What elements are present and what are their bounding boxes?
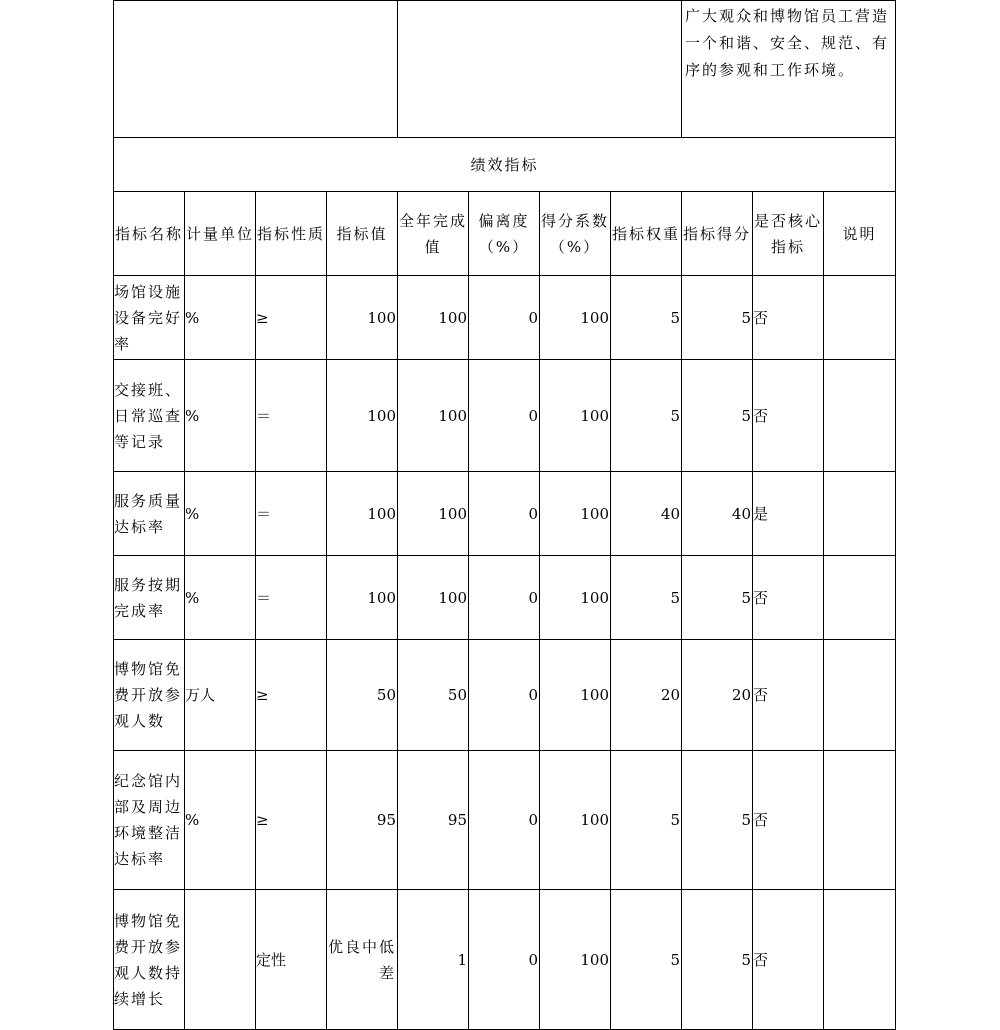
indicator-score: 20	[682, 640, 753, 751]
indicator-coef: 100	[540, 890, 611, 1030]
table-row	[114, 890, 896, 1030]
indicator-unit: %	[185, 276, 256, 360]
performance-sheet	[113, 0, 895, 1030]
indicator-coef: 100	[540, 472, 611, 556]
indicator-actual: 100	[398, 556, 469, 640]
indicator-score: 5	[682, 360, 753, 472]
indicator-core: 否	[753, 556, 824, 640]
indicator-actual: 100	[398, 276, 469, 360]
indicator-target: 100	[327, 360, 398, 472]
indicator-unit: %	[185, 472, 256, 556]
context-row	[114, 1, 896, 138]
indicator-target: 100	[327, 276, 398, 360]
indicator-name: 场馆设施设备完好率	[114, 276, 185, 360]
indicator-target: 优良中低差	[327, 890, 398, 1030]
indicator-deviation: 0	[469, 276, 540, 360]
table-row	[114, 276, 896, 360]
indicator-core: 否	[753, 360, 824, 472]
indicator-target: 100	[327, 556, 398, 640]
table-row	[114, 751, 896, 890]
indicator-core: 是	[753, 472, 824, 556]
indicator-note	[824, 360, 896, 472]
indicator-note	[824, 640, 896, 751]
indicator-core: 否	[753, 640, 824, 751]
table-row	[114, 472, 896, 556]
indicator-note	[824, 890, 896, 1030]
indicator-nature: ≥	[256, 751, 327, 890]
indicator-note	[824, 276, 896, 360]
indicator-name: 纪念馆内部及周边环境整洁达标率	[114, 751, 185, 890]
header-core: 是否核心指标	[753, 192, 824, 276]
indicator-score: 40	[682, 472, 753, 556]
indicator-weight: 5	[611, 276, 682, 360]
indicator-nature: ＝	[256, 472, 327, 556]
indicator-coef: 100	[540, 276, 611, 360]
header-row	[114, 192, 896, 276]
indicator-deviation: 0	[469, 751, 540, 890]
header-note: 说明	[824, 192, 896, 276]
indicator-nature: ≥	[256, 640, 327, 751]
indicator-coef: 100	[540, 751, 611, 890]
indicator-actual: 95	[398, 751, 469, 890]
header-unit: 计量单位	[185, 192, 256, 276]
context-description: 广大观众和博物馆员工营造一个和谐、安全、规范、有序的参观和工作环境。	[682, 1, 896, 138]
indicator-unit: 万人	[185, 640, 256, 751]
indicator-deviation: 0	[469, 640, 540, 751]
context-left-cell	[114, 1, 398, 138]
section-title: 绩效指标	[114, 138, 896, 192]
header-name: 指标名称	[114, 192, 185, 276]
indicator-weight: 20	[611, 640, 682, 751]
indicator-weight: 5	[611, 890, 682, 1030]
indicator-actual: 1	[398, 890, 469, 1030]
indicator-actual: 50	[398, 640, 469, 751]
table-row	[114, 360, 896, 472]
indicator-nature: ＝	[256, 360, 327, 472]
indicator-score: 5	[682, 556, 753, 640]
indicator-coef: 100	[540, 640, 611, 751]
indicator-score: 5	[682, 890, 753, 1030]
indicator-coef: 100	[540, 360, 611, 472]
indicator-core: 否	[753, 890, 824, 1030]
indicator-nature: 定性	[256, 890, 327, 1030]
header-weight: 指标权重	[611, 192, 682, 276]
indicator-name: 服务质量达标率	[114, 472, 185, 556]
indicator-weight: 5	[611, 751, 682, 890]
indicator-coef: 100	[540, 556, 611, 640]
header-score: 指标得分	[682, 192, 753, 276]
indicator-score: 5	[682, 276, 753, 360]
indicator-name: 博物馆免费开放参观人数持续增长	[114, 890, 185, 1030]
indicator-core: 否	[753, 751, 824, 890]
section-title-row	[114, 138, 896, 192]
indicator-note	[824, 751, 896, 890]
header-coef: 得分系数（%）	[540, 192, 611, 276]
indicator-note	[824, 556, 896, 640]
indicator-unit: %	[185, 556, 256, 640]
indicator-deviation: 0	[469, 360, 540, 472]
header-actual: 全年完成值	[398, 192, 469, 276]
indicator-weight: 5	[611, 360, 682, 472]
indicator-deviation: 0	[469, 472, 540, 556]
indicator-target: 50	[327, 640, 398, 751]
header-target: 指标值	[327, 192, 398, 276]
indicator-deviation: 0	[469, 890, 540, 1030]
header-nature: 指标性质	[256, 192, 327, 276]
table-row	[114, 640, 896, 751]
indicator-unit: %	[185, 360, 256, 472]
indicator-score: 5	[682, 751, 753, 890]
indicator-weight: 40	[611, 472, 682, 556]
indicator-unit: %	[185, 751, 256, 890]
indicator-unit	[185, 890, 256, 1030]
header-deviation: 偏离度（%）	[469, 192, 540, 276]
indicator-note	[824, 472, 896, 556]
indicator-nature: ≥	[256, 276, 327, 360]
context-middle-cell	[398, 1, 682, 138]
indicator-name: 博物馆免费开放参观人数	[114, 640, 185, 751]
indicator-target: 95	[327, 751, 398, 890]
table-row	[114, 556, 896, 640]
indicator-target: 100	[327, 472, 398, 556]
indicator-actual: 100	[398, 360, 469, 472]
indicator-nature: ＝	[256, 556, 327, 640]
indicator-name: 服务按期完成率	[114, 556, 185, 640]
indicator-actual: 100	[398, 472, 469, 556]
indicator-deviation: 0	[469, 556, 540, 640]
indicator-weight: 5	[611, 556, 682, 640]
indicator-name: 交接班、日常巡查等记录	[114, 360, 185, 472]
indicator-core: 否	[753, 276, 824, 360]
performance-table	[113, 0, 896, 1030]
